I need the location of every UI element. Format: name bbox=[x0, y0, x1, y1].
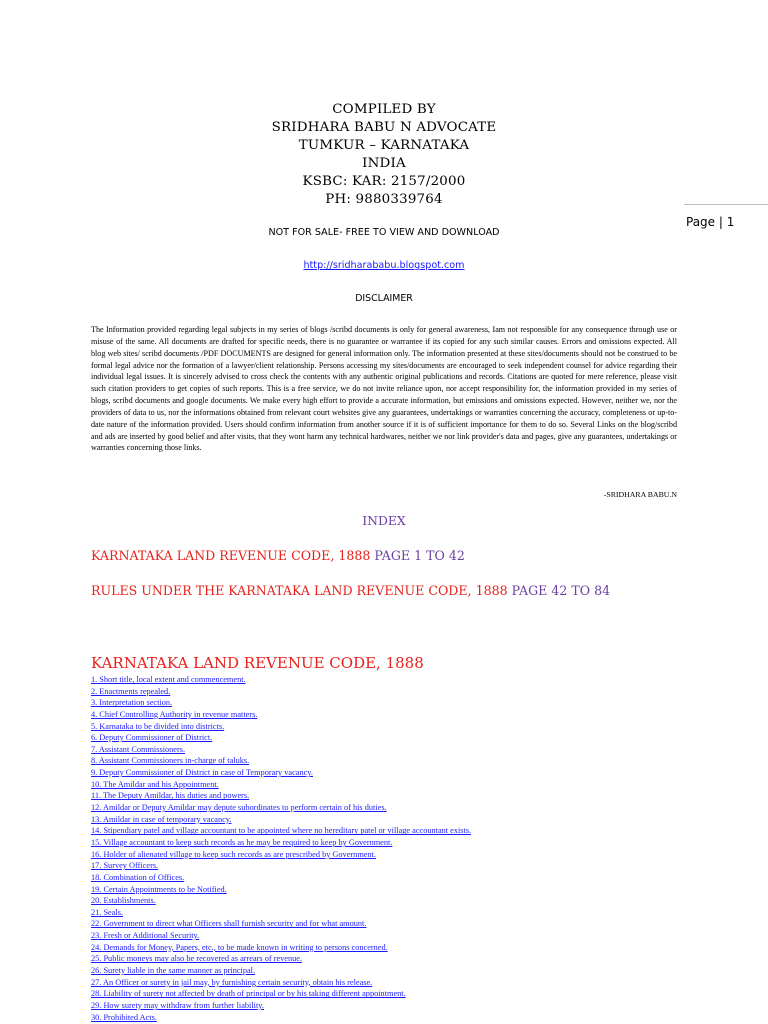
section-item bbox=[91, 802, 691, 814]
section-link[interactable]: 22. Government to direct what Officers shall furnish security and for what amount. bbox=[91, 919, 367, 929]
section-link[interactable]: 15. Village accountant to keep such records as he may be required to keep by Government. bbox=[91, 837, 393, 847]
section-link[interactable]: 4. Chief Controlling Authority in revenue matters. bbox=[91, 709, 258, 719]
index-entry-pages: PAGE 42 TO 84 bbox=[511, 583, 611, 598]
section-link[interactable]: 16. Holder of alienated village to keep such records as are prescribed by Government. bbox=[91, 849, 376, 859]
section-link[interactable]: 30. Prohibited Acts. bbox=[91, 1012, 157, 1022]
section-item bbox=[91, 732, 691, 744]
section-item bbox=[91, 755, 691, 767]
section-link[interactable]: 2. Enactments repealed. bbox=[91, 686, 171, 696]
index-entry bbox=[91, 583, 610, 598]
header-line: SRIDHARA BABU N ADVOCATE bbox=[271, 120, 497, 135]
section-item bbox=[91, 1000, 691, 1012]
blog-link[interactable]: http://sridharababu.blogspot.com bbox=[303, 260, 465, 271]
section-link[interactable]: 29. How surety may withdraw from further liability. bbox=[91, 1000, 264, 1010]
section-item bbox=[91, 872, 691, 884]
section-link[interactable]: 20. Establishments. bbox=[91, 896, 156, 906]
header-line: PH: 9880339764 bbox=[325, 192, 443, 207]
section-link[interactable]: 27. An Officer or surety in jail may, by furnishing certain security, obtain his release. bbox=[91, 977, 373, 987]
section-link[interactable]: 11. The Deputy Amildar, his duties and powers. bbox=[91, 791, 250, 801]
header-line: KSBC: KAR: 2157/2000 bbox=[302, 174, 466, 189]
section-item bbox=[91, 930, 691, 942]
compiler-header bbox=[0, 101, 768, 209]
section-item bbox=[91, 965, 691, 977]
index-title: INDEX bbox=[362, 513, 406, 528]
section-item bbox=[91, 977, 691, 989]
section-link[interactable]: 23. Fresh or Additional Security. bbox=[91, 931, 200, 941]
section-link[interactable]: 12. Amildar or Deputy Amildar may depute subordinates to perform certain of his duties. bbox=[91, 803, 387, 813]
section-item bbox=[91, 814, 691, 826]
section-item bbox=[91, 674, 691, 686]
section-item bbox=[91, 837, 691, 849]
index-entry-pages: PAGE 1 TO 42 bbox=[374, 548, 465, 563]
section-item bbox=[91, 686, 691, 698]
section-item bbox=[91, 907, 691, 919]
section-item bbox=[91, 895, 691, 907]
index-entry-label: RULES UNDER THE KARNATAKA LAND REVENUE CODE, 1888 bbox=[91, 583, 508, 598]
section-item bbox=[91, 953, 691, 965]
page-number: Page | 1 bbox=[686, 215, 735, 229]
section-link[interactable]: 8. Assistant Commissioners in-charge of taluks. bbox=[91, 756, 250, 766]
section-item bbox=[91, 918, 691, 930]
section-item bbox=[91, 790, 691, 802]
header-line: TUMKUR – KARNATAKA bbox=[298, 138, 470, 153]
section-link[interactable]: 1. Short title, local extent and commencement. bbox=[91, 675, 246, 684]
section-link[interactable]: 24. Demands for Money, Papers, etc., to be made known in writing to persons concerned. bbox=[91, 942, 388, 952]
header-line: INDIA bbox=[362, 156, 406, 171]
section-link[interactable]: 17. Survey Officers. bbox=[91, 861, 159, 871]
section-link[interactable]: 26. Surety liable in the same manner as principal. bbox=[91, 966, 256, 976]
section-link[interactable]: 25. Public moneys may also be recovered as arrears of revenue. bbox=[91, 954, 303, 964]
section-link[interactable]: 18. Combination of Offices. bbox=[91, 872, 185, 882]
section-item bbox=[91, 767, 691, 779]
index-entry bbox=[91, 548, 465, 563]
section-item bbox=[91, 988, 691, 1000]
not-for-sale-notice: NOT FOR SALE- FREE TO VIEW AND DOWNLOAD bbox=[268, 227, 500, 238]
section-link[interactable]: 3. Interpretation section. bbox=[91, 698, 173, 708]
section-item bbox=[91, 744, 691, 756]
section-link[interactable]: 6. Deputy Commissioner of District. bbox=[91, 733, 213, 743]
section-link[interactable]: 21. Seals. bbox=[91, 907, 124, 917]
header-line: COMPILED BY bbox=[332, 102, 436, 117]
section-item bbox=[91, 849, 691, 861]
blog-link-container bbox=[0, 260, 768, 271]
section-item bbox=[91, 721, 691, 733]
section-item bbox=[91, 825, 691, 837]
section-link[interactable]: 28. Liability of surety not affected by death of principal or by his taking different appointment. bbox=[91, 989, 406, 999]
section-link[interactable]: 10. The Amildar and his Appointment. bbox=[91, 779, 219, 789]
disclaimer-signature: -SRIDHARA BABU.N bbox=[603, 490, 677, 499]
section-link[interactable]: 14. Stipendiary patel and village accountant to be appointed where no hereditary patel or village accountant exists. bbox=[91, 826, 472, 836]
section-item bbox=[91, 779, 691, 791]
section-link[interactable]: 19. Certain Appointments to be Notified. bbox=[91, 884, 227, 894]
section-link[interactable]: 7. Assistant Commissioners. bbox=[91, 744, 186, 754]
section-item bbox=[91, 884, 691, 896]
section-item bbox=[91, 697, 691, 709]
code-heading: KARNATAKA LAND REVENUE CODE, 1888 bbox=[91, 654, 424, 672]
section-item bbox=[91, 1012, 691, 1024]
section-link[interactable]: 9. Deputy Commissioner of District in case of Temporary vacancy. bbox=[91, 768, 313, 778]
section-item bbox=[91, 709, 691, 721]
section-item bbox=[91, 860, 691, 872]
section-link[interactable]: 5. Karnataka to be divided into districts. bbox=[91, 721, 225, 731]
disclaimer-text: The Information provided regarding legal subjects in my series of blogs /scribd documents is only for general awareness, Iam not responsible for any consequence through use or misuse of the same. All documents are drafted for specific needs, there is no guarantee or warrantee if its copied for any such similar causes. Errors and omissions expected. All blog web sites/ scribd documents /PDF DOCUMENTS are designed for general information only. The information presented at these sites/documents should not be construed to be formal legal advice nor the formation of a lawyer/client relationship. Persons accessing my sites/documents are encouraged to seek independent counsel for advice regarding their individual legal issues. It is sincerely advised to cross check the contents with any authentic original publications and records. Citations are quoted for mere reference, please visit such citation providers to get copies of such reports. This is a free service, we do not invite reliance upon, nor accept responsibility for, the information provided in my series of blogs, scribd documents and google documents. We make every high effort to provide a accurate information, but emissions and omissions expected. However, neither we, nor the providers of data to us, nor the informations obtained from relevant court websites give any guarantees, undertakings or warranties concerning the accuracy, completeness or up-to-date nature of the information provided. Users should confirm information from another source if it is of sufficient importance for them to do so. Several Links on the blog/scribd and ads are inserted by good belief and after visits, that they wont harm any technical hardwares, neither we nor link provider's data and pages, give any guarantees, undertakings or warranties concerning those links. bbox=[91, 325, 677, 453]
page-number-rule bbox=[684, 204, 768, 205]
section-list bbox=[91, 674, 691, 1023]
section-item bbox=[91, 942, 691, 954]
section-link[interactable]: 13. Amildar in case of temporary vacancy. bbox=[91, 814, 232, 824]
disclaimer-title: DISCLAIMER bbox=[355, 293, 413, 304]
index-entry-label: KARNATAKA LAND REVENUE CODE, 1888 bbox=[91, 548, 371, 563]
